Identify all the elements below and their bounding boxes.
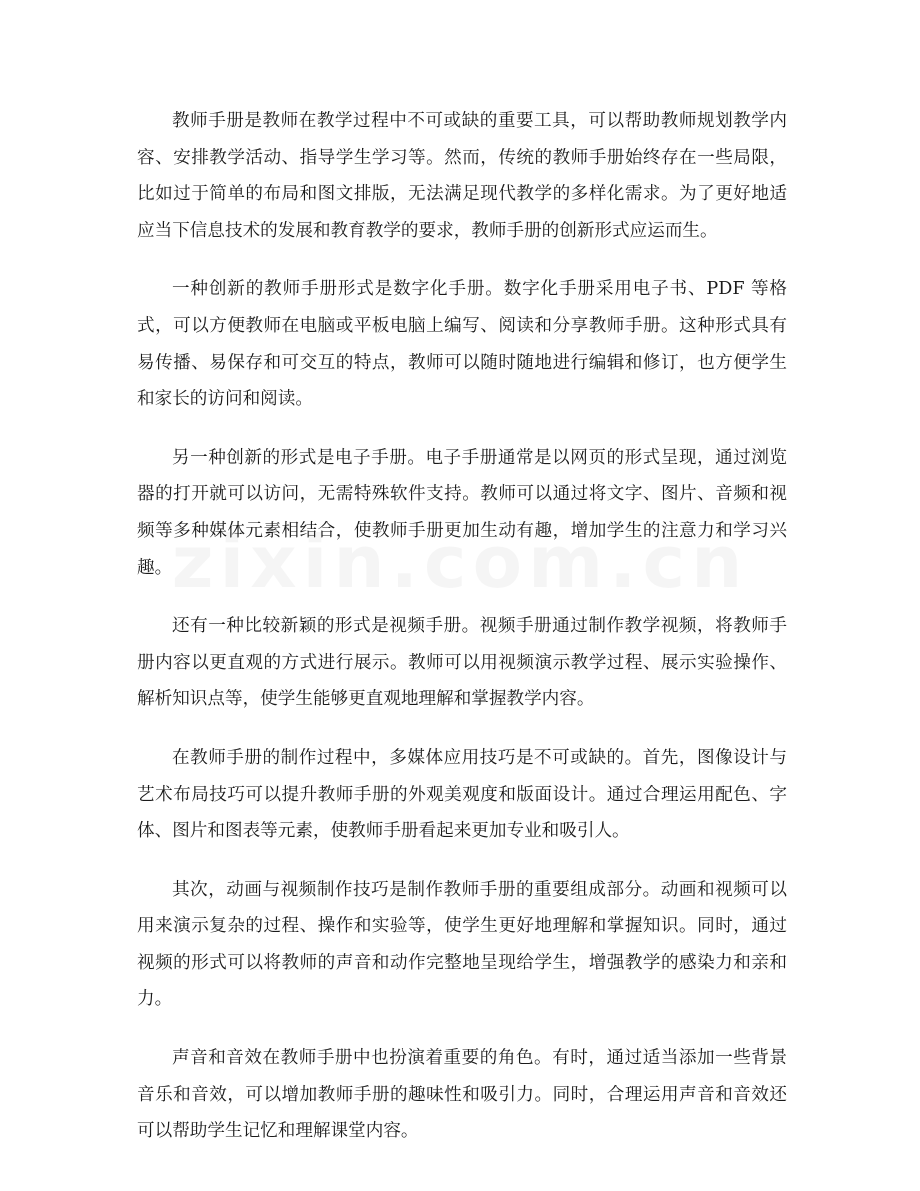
paragraph-3: 另一种创新的形式是电子手册。电子手册通常是以网页的形式呈现，通过浏览器的打开就可以访问，无需特殊软件支持。教师可以通过将文字、图片、音频和视频等多种媒体元素相结合，使教师手册更加生动有趣，增加学生的注意力和学习兴趣。 — [137, 447, 787, 578]
paragraph-7: 声音和音效在教师手册中也扮演着重要的角色。有时，通过适当添加一些背景音乐和音效，可以增加教师手册的趣味性和吸引力。同时，合理运用声音和音效还可以帮助学生记忆和理解课堂内容。 — [137, 1048, 787, 1142]
document-body — [137, 103, 787, 1172]
paragraph-1: 教师手册是教师在教学过程中不可或缺的重要工具，可以帮助教师规划教学内容、安排教学活动、指导学生学习等。然而，传统的教师手册始终存在一些局限，比如过于简单的布局和图文排版，无法满足现代教学的多样化需求。为了更好地适应当下信息技术的发展和教育教学的要求，教师手册的创新形式应运而生。 — [137, 111, 787, 241]
paragraph-2: 一种创新的教师手册形式是数字化手册。数字化手册采用电子书、PDF 等格式，可以方便教师在电脑或平板电脑上编写、阅读和分享教师手册。这种形式具有易传播、易保存和可交互的特点，教师可以随时随地进行编辑和修订，也方便学生和家长的访问和阅读。 — [137, 279, 787, 410]
paragraph-4: 还有一种比较新颖的形式是视频手册。视频手册通过制作教学视频，将教师手册内容以更直观的方式进行展示。教师可以用视频演示教学过程、展示实验操作、解析知识点等，使学生能够更直观地理解和掌握教学内容。 — [137, 616, 787, 710]
paragraph-6: 其次，动画与视频制作技巧是制作教师手册的重要组成部分。动画和视频可以用来演示复杂的过程、操作和实验等，使学生更好地理解和掌握知识。同时，通过视频的形式可以将教师的声音和动作完整地呈现给学生，增强教学的感染力和亲和力。 — [137, 879, 787, 1010]
paragraph-5: 在教师手册的制作过程中，多媒体应用技巧是不可或缺的。首先，图像设计与艺术布局技巧可以提升教师手册的外观美观度和版面设计。通过合理运用配色、字体、图片和图表等元素，使教师手册看起来更加专业和吸引人。 — [137, 747, 787, 842]
